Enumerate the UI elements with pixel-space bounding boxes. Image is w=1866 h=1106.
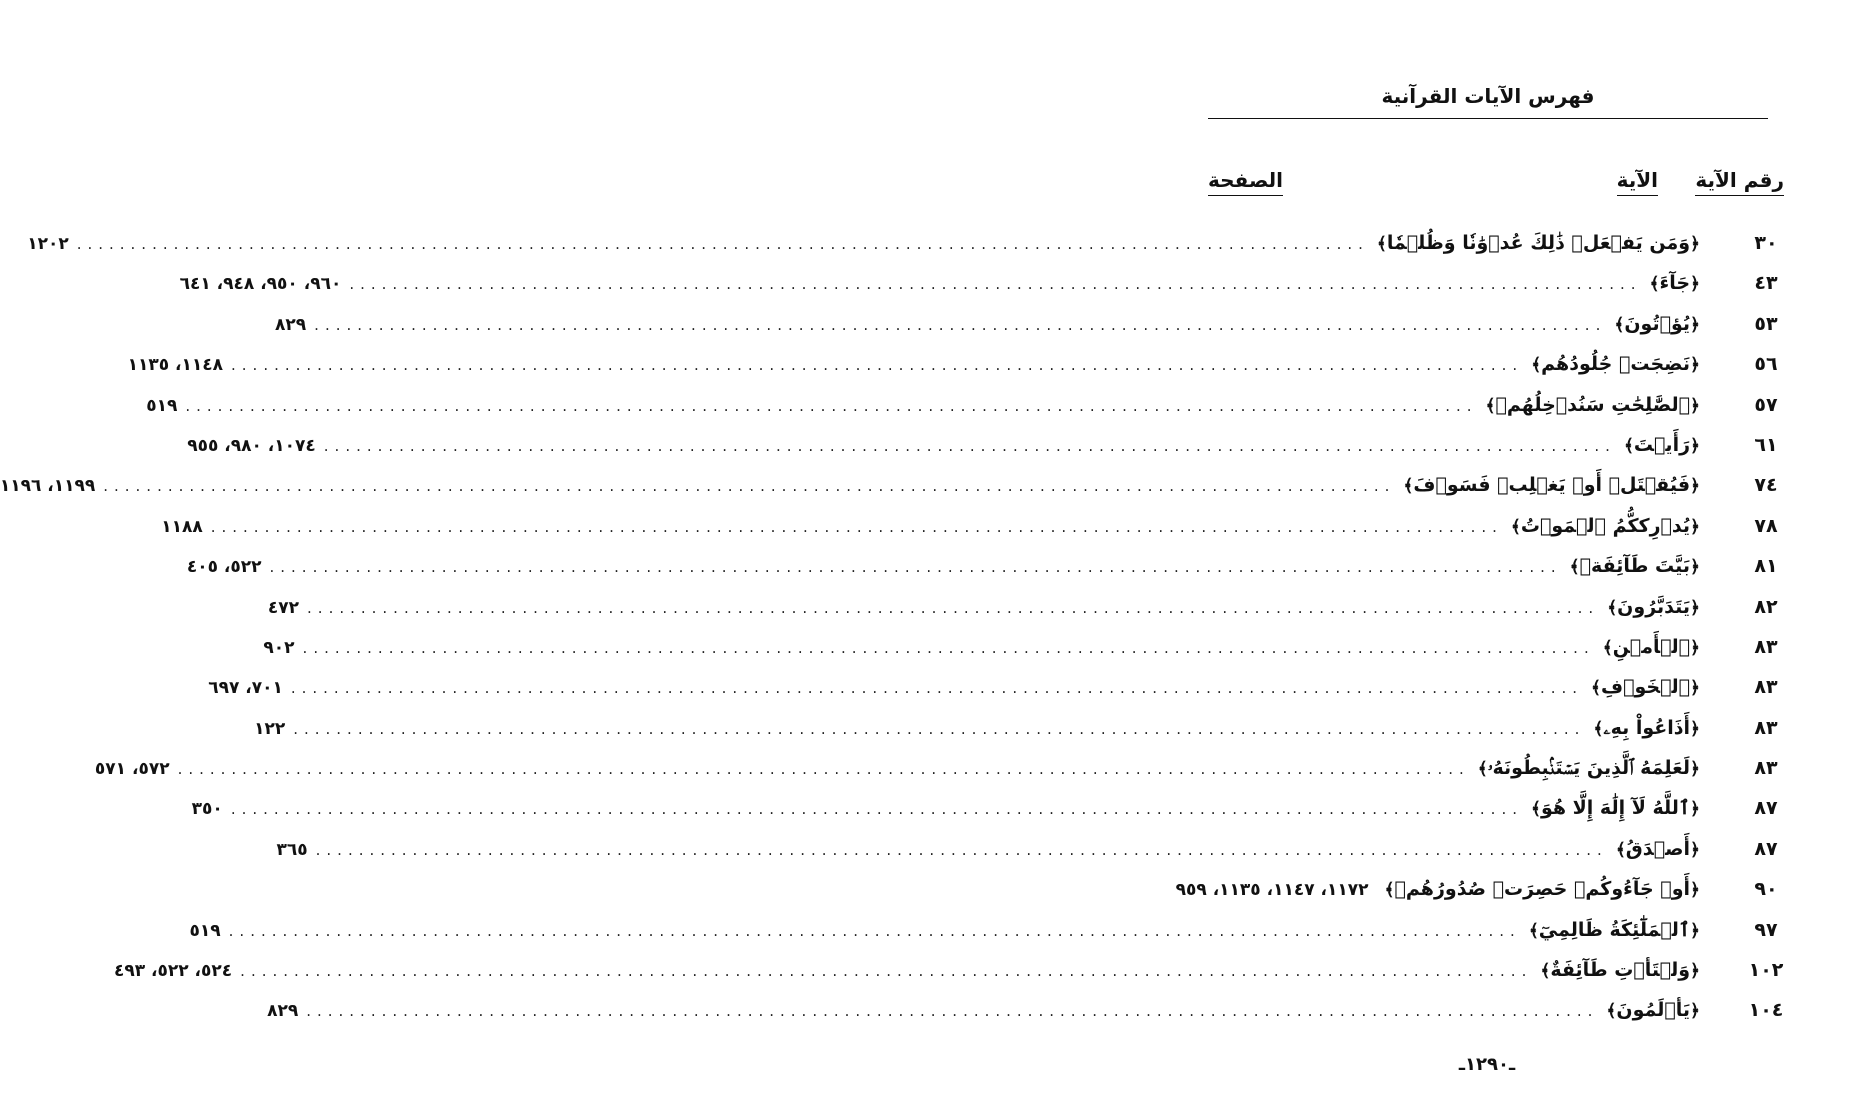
ornate-bracket-close-icon: ﴾ xyxy=(1531,355,1542,376)
page-references: ١١٧٢، ١١٤٧، ١١٣٥، ٩٥٩ xyxy=(1175,880,1369,901)
dot-leader: ........................................................................................................................ xyxy=(349,275,1642,294)
ayah-text: جَآءَ xyxy=(1659,272,1691,295)
dot-leader: ........................................................................................................................ xyxy=(314,315,1607,334)
ornate-bracket-open-icon: ﴿ xyxy=(1690,961,1700,982)
dot-leader: ........................................................................................................................ xyxy=(307,598,1600,617)
ayah-text-wrapper xyxy=(1591,676,1700,698)
ornate-bracket-open-icon: ﴿ xyxy=(1690,516,1700,537)
page-references: ١١٨٨ xyxy=(161,516,203,537)
dot-leader: ........................................................................................................................ xyxy=(231,356,1524,375)
ayah-text-wrapper xyxy=(1607,596,1700,618)
ayah-text-wrapper xyxy=(1529,919,1700,941)
column-header-ayah-number: رقم الآية xyxy=(1695,168,1784,196)
index-table xyxy=(0,228,1790,1036)
ayah-text: وَمَن يَفۡعَلۡ ذَٰلِكَ عُدۡوَٰنٗا وَظُلۡمٗا xyxy=(1386,232,1691,254)
ornate-bracket-close-icon: ﴾ xyxy=(1602,637,1613,658)
ayah-text-wrapper xyxy=(1616,838,1700,860)
ayah-number: ٨٧ xyxy=(1754,837,1778,860)
ornate-bracket-open-icon: ﴿ xyxy=(1690,718,1700,739)
ayah-text: ٱلۡخَوۡفِ xyxy=(1601,676,1691,699)
ayah-text: لَعَلِمَهُ ٱلَّذِينَ يَسۡتَنۢبِطُونَهُۥ xyxy=(1487,757,1691,780)
ayah-text-wrapper xyxy=(1486,394,1700,416)
ayah-number: ٥٧ xyxy=(1754,393,1778,416)
ornate-bracket-open-icon: ﴿ xyxy=(1690,395,1700,416)
table-row xyxy=(113,955,1790,995)
ornate-bracket-close-icon: ﴾ xyxy=(1540,961,1551,982)
table-row xyxy=(94,753,1790,793)
ayah-text: نَضِجَتۡ جُلُودُهُم xyxy=(1541,353,1691,376)
ayah-text-wrapper xyxy=(1377,232,1700,254)
dot-leader: ........................................................................................................................ xyxy=(185,396,1478,415)
ayah-number: ٨٣ xyxy=(1754,635,1778,658)
ayah-text-wrapper xyxy=(1403,474,1700,496)
ayah-number: ٩٧ xyxy=(1754,918,1778,941)
ayah-text: ٱلۡمَلَٰٓئِكَةُ ظَالِمِيٓ xyxy=(1538,918,1691,941)
ornate-bracket-close-icon: ﴾ xyxy=(1403,476,1414,497)
ornate-bracket-open-icon: ﴿ xyxy=(1690,314,1700,335)
dot-leader: ........................................................................................................................ xyxy=(240,962,1533,981)
ayah-number: ٨٣ xyxy=(1754,716,1778,739)
ayah-number: ٣٠ xyxy=(1754,232,1778,254)
ornate-bracket-open-icon: ﴿ xyxy=(1690,799,1700,820)
dot-leader: ........................................................................................................................ xyxy=(306,1002,1599,1021)
ornate-bracket-close-icon: ﴾ xyxy=(1623,435,1634,456)
page-references: ١٠٧٤، ٩٨٠، ٩٥٥ xyxy=(187,435,316,456)
ayah-text: أَصۡدَقُ xyxy=(1625,837,1691,860)
ayah-text: يُؤۡتُونَ xyxy=(1624,312,1691,335)
table-row xyxy=(161,511,1790,551)
ornate-bracket-open-icon: ﴿ xyxy=(1690,597,1700,618)
ornate-bracket-close-icon: ﴾ xyxy=(1614,314,1625,335)
table-row xyxy=(276,834,1790,874)
ayah-text-wrapper xyxy=(1531,353,1700,375)
ornate-bracket-open-icon: ﴿ xyxy=(1690,759,1700,780)
page-references: ٥١٩ xyxy=(189,920,221,941)
page-references: ٥٧٢، ٥٧١ xyxy=(94,759,170,780)
ayah-number: ٨١ xyxy=(1754,555,1778,578)
ayah-text: ٱلۡأَمۡنِ xyxy=(1612,635,1691,658)
ornate-bracket-close-icon: ﴾ xyxy=(1376,234,1387,254)
ayah-number: ٨٣ xyxy=(1754,757,1778,780)
page-references: ١١٤٨، ١١٣٥ xyxy=(127,355,224,376)
page-references: ١٢٢ xyxy=(254,718,286,739)
ayah-text: ٱلصَّٰلِحَٰتِ سَنُدۡخِلُهُمۡ xyxy=(1495,393,1691,416)
dot-leader: ........................................................................................................................ xyxy=(230,800,1523,819)
ayah-text: وَلۡتَأۡتِ طَآئِفَةٌ xyxy=(1550,959,1691,982)
ayah-text-wrapper xyxy=(1511,515,1700,537)
ayah-number: ١٠٢ xyxy=(1748,959,1784,982)
ayah-number: ٥٣ xyxy=(1754,312,1778,335)
table-row xyxy=(267,592,1790,632)
page-header xyxy=(1208,80,1768,119)
page-references: ١٢٠٢ xyxy=(27,234,69,254)
ornate-bracket-open-icon: ﴿ xyxy=(1690,476,1700,497)
ayah-text-wrapper xyxy=(1624,434,1700,456)
ornate-bracket-open-icon: ﴿ xyxy=(1690,557,1700,578)
page-references: ٩٠٢ xyxy=(263,637,295,658)
table-row xyxy=(146,390,1790,430)
table-row xyxy=(1175,874,1790,914)
column-header-page: الصفحة xyxy=(1208,168,1283,196)
ayah-text-wrapper xyxy=(1540,959,1700,981)
ayah-text: بَيَّتَ طَآئِفَةٞ xyxy=(1579,555,1691,578)
dot-leader: ........................................................................................................................ xyxy=(315,840,1608,859)
ayah-text: يَتَدَبَّرُونَ xyxy=(1617,595,1691,618)
ornate-bracket-close-icon: ﴾ xyxy=(1569,557,1580,578)
ornate-bracket-close-icon: ﴾ xyxy=(1593,718,1604,739)
ayah-text: يُدۡرِككُّمُ ٱلۡمَوۡتُ xyxy=(1520,514,1691,537)
dot-leader: ........................................................................................................................ xyxy=(76,235,1369,253)
table-row xyxy=(263,632,1790,672)
ayah-text: ٱللَّهُ لَآ إِلَٰهَ إِلَّا هُوَ xyxy=(1540,797,1691,820)
ornate-bracket-open-icon: ﴿ xyxy=(1690,920,1700,941)
ayah-text: أَذَاعُواْ بِهِۦ xyxy=(1603,716,1691,739)
ayah-text-wrapper xyxy=(1593,717,1700,739)
page-references: ٥١٩ xyxy=(146,395,178,416)
table-row xyxy=(186,551,1790,591)
ornate-bracket-close-icon: ﴾ xyxy=(1528,920,1539,941)
table-row xyxy=(267,995,1790,1035)
table-row xyxy=(254,713,1790,753)
ayah-text: أَوۡ جَآءُوكُمۡ حَصِرَتۡ صُدُورُهُمۡ xyxy=(1394,878,1691,901)
column-header-ayah: الآية xyxy=(1617,168,1658,196)
ayah-text-wrapper xyxy=(1570,555,1700,577)
page-number: ـ١٢٩٠ـ xyxy=(1458,1054,1516,1075)
ornate-bracket-open-icon: ﴿ xyxy=(1690,234,1700,254)
table-row xyxy=(191,793,1790,833)
ayah-text: فَيُقۡتَلۡ أَوۡ يَغۡلِبۡ فَسَوۡفَ xyxy=(1413,474,1691,497)
table-row xyxy=(187,430,1790,470)
ornate-bracket-close-icon: ﴾ xyxy=(1591,678,1601,699)
ayah-number: ٨٣ xyxy=(1754,676,1778,699)
dot-leader: ........................................................................................................................ xyxy=(228,921,1521,940)
ornate-bracket-open-icon: ﴿ xyxy=(1690,637,1700,658)
ornate-bracket-open-icon: ﴿ xyxy=(1690,678,1700,699)
ayah-number: ٧٨ xyxy=(1754,514,1778,537)
ornate-bracket-close-icon: ﴾ xyxy=(1649,274,1660,295)
page-references: ٤٧٢ xyxy=(267,597,300,618)
ayah-text-wrapper xyxy=(1385,878,1701,900)
dot-leader: ........................................................................................................................ xyxy=(103,477,1396,496)
ayah-text-wrapper xyxy=(1614,313,1700,335)
ornate-bracket-close-icon: ﴾ xyxy=(1384,880,1395,901)
ayah-text-wrapper xyxy=(1531,797,1700,819)
ayah-number: ٨٢ xyxy=(1754,595,1778,618)
ornate-bracket-close-icon: ﴾ xyxy=(1615,839,1626,860)
ornate-bracket-close-icon: ﴾ xyxy=(1477,759,1488,780)
ornate-bracket-open-icon: ﴿ xyxy=(1690,839,1700,860)
ornate-bracket-open-icon: ﴿ xyxy=(1690,274,1700,295)
dot-leader: ........................................................................................................................ xyxy=(323,436,1616,455)
ornate-bracket-close-icon: ﴾ xyxy=(1530,799,1541,820)
ornate-bracket-open-icon: ﴿ xyxy=(1690,435,1700,456)
table-row xyxy=(275,309,1790,349)
ayah-number: ٥٦ xyxy=(1754,353,1778,376)
page-references: ٨٢٩ xyxy=(267,1001,299,1022)
table-row xyxy=(27,228,1790,268)
dot-leader: ........................................................................................................................ xyxy=(210,517,1503,536)
table-row xyxy=(189,915,1790,955)
ayah-number: ١٠٤ xyxy=(1748,999,1784,1022)
page-references: ٩٦٠، ٩٥٠، ٩٤٨، ٦٤١ xyxy=(179,274,342,295)
table-row xyxy=(127,349,1790,389)
page-title: فهرس الآيات القرآنية xyxy=(1381,84,1595,108)
ayah-text-wrapper xyxy=(1606,999,1700,1021)
page-references: ٣٥٠ xyxy=(191,799,223,820)
ayah-number: ٤٣ xyxy=(1754,272,1778,295)
dot-leader: ........................................................................................................................ xyxy=(177,760,1470,779)
ayah-number: ٩٠ xyxy=(1754,878,1778,901)
ornate-bracket-close-icon: ﴾ xyxy=(1606,1001,1617,1022)
page-references: ١١٩٩، ١١٩٦ xyxy=(0,476,96,497)
page-references: ٥٢٤، ٥٢٢، ٤٩٣ xyxy=(113,961,233,982)
ayah-text: رَأَيۡتَ xyxy=(1633,433,1691,456)
dot-leader: ........................................................................................................................ xyxy=(269,558,1562,577)
page-references: ٨٢٩ xyxy=(275,314,307,335)
ayah-text-wrapper xyxy=(1603,636,1700,658)
page-references: ٧٠١، ٦٩٧ xyxy=(208,678,283,699)
ornate-bracket-close-icon: ﴾ xyxy=(1607,597,1618,618)
ayah-number: ٧٤ xyxy=(1754,474,1778,497)
table-row xyxy=(0,470,1790,510)
ornate-bracket-close-icon: ﴾ xyxy=(1485,395,1496,416)
ayah-text-wrapper xyxy=(1650,272,1700,294)
ornate-bracket-open-icon: ﴿ xyxy=(1690,880,1700,901)
ayah-text: يَأۡلَمُونَ xyxy=(1616,999,1691,1022)
ornate-bracket-open-icon: ﴿ xyxy=(1690,1001,1700,1022)
dot-leader: ........................................................................................................................ xyxy=(293,719,1586,738)
table-row xyxy=(179,268,1790,308)
table-row xyxy=(208,672,1790,712)
page-references: ٥٢٢، ٤٠٥ xyxy=(186,557,262,578)
dot-leader: ........................................................................................................................ xyxy=(290,679,1584,698)
page-references: ٣٦٥ xyxy=(276,839,308,860)
ayah-text-wrapper xyxy=(1478,757,1700,779)
ayah-number: ٨٧ xyxy=(1754,797,1778,820)
ornate-bracket-open-icon: ﴿ xyxy=(1690,355,1700,376)
ornate-bracket-close-icon: ﴾ xyxy=(1510,516,1521,537)
dot-leader: ........................................................................................................................ xyxy=(302,638,1595,657)
ayah-number: ٦١ xyxy=(1754,433,1778,456)
